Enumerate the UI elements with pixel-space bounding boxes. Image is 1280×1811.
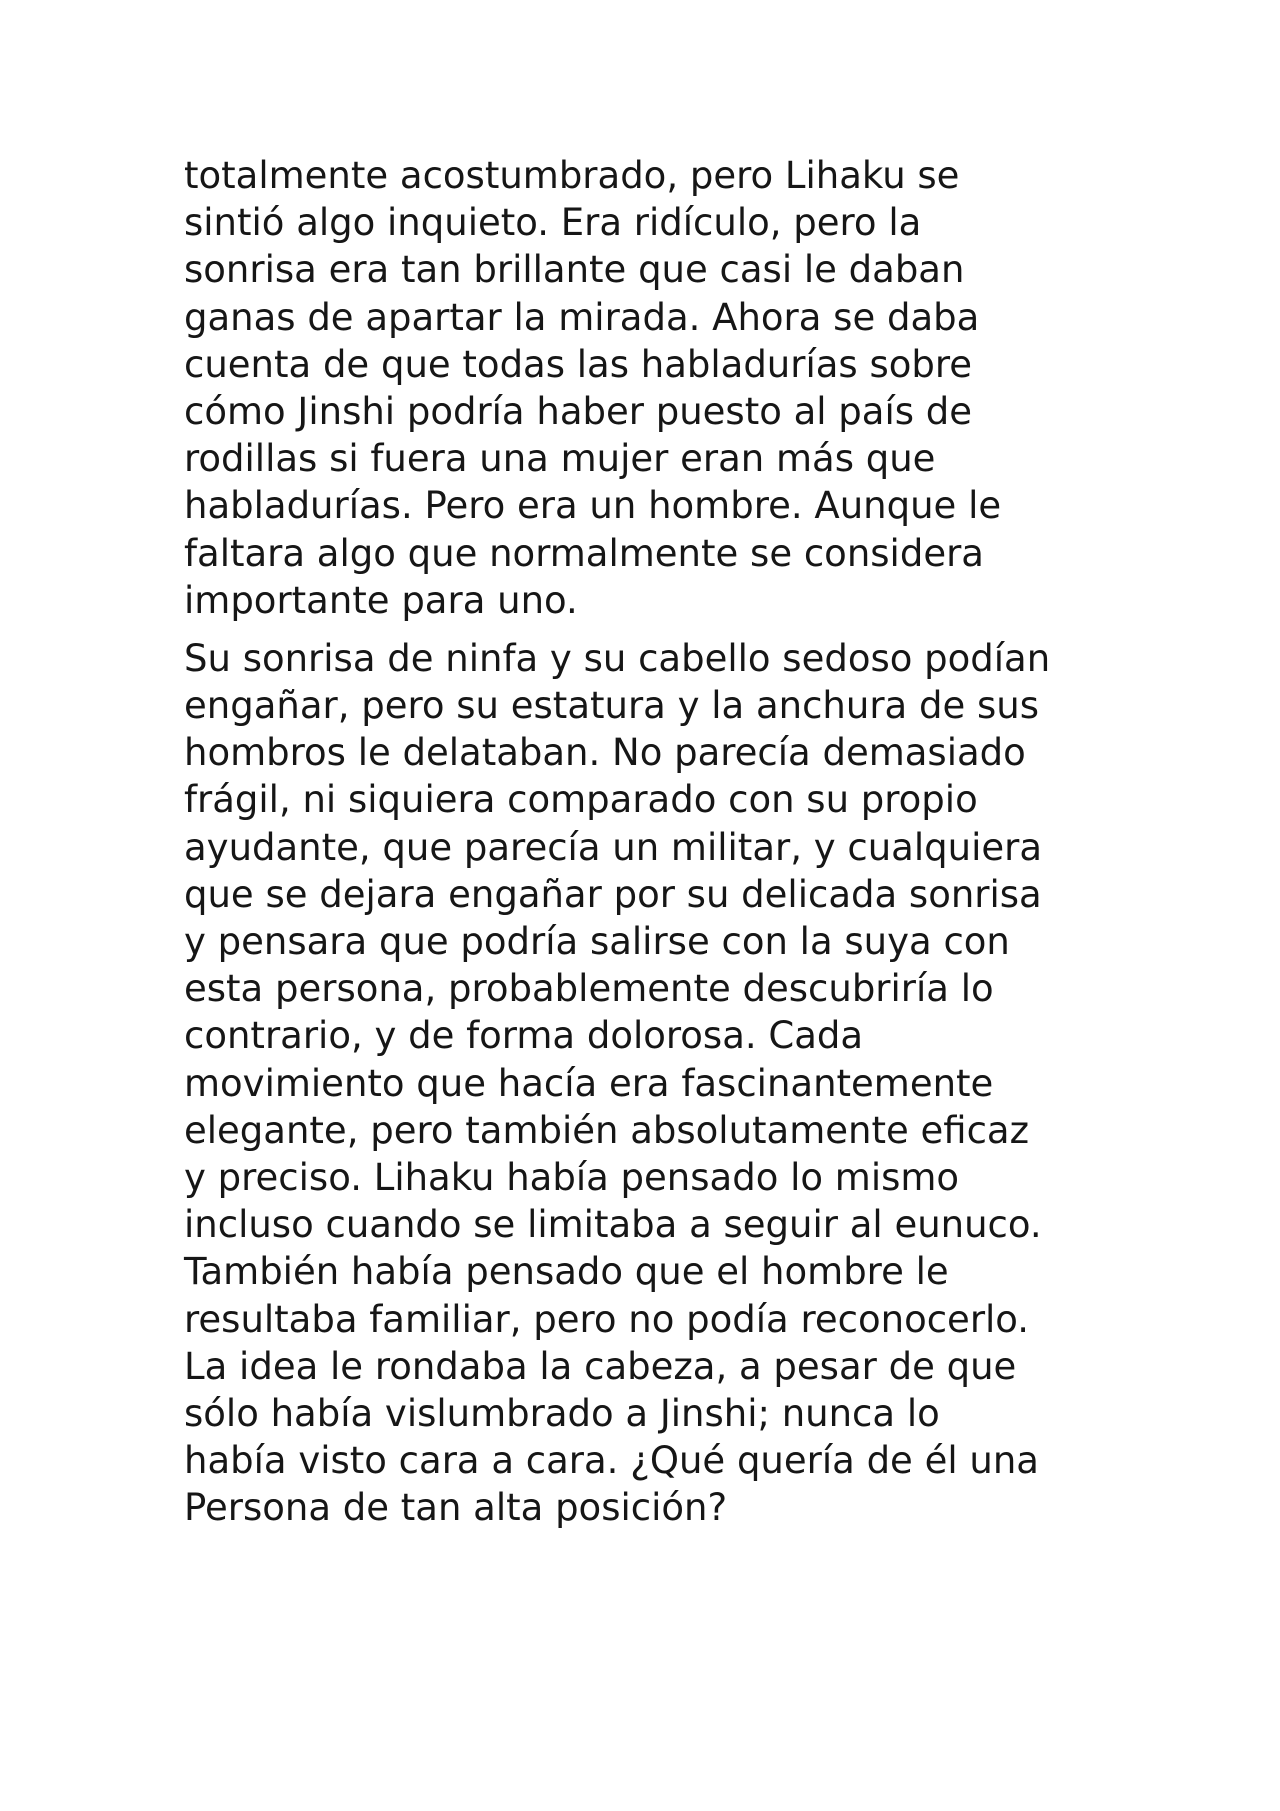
- text-line: rodillas si fuera una mujer eran más que: [184, 437, 936, 481]
- text-line: contrario, y de forma dolorosa. Cada: [184, 1014, 864, 1058]
- text-line: habladurías. Pero era un hombre. Aunque le: [184, 484, 1002, 528]
- text-line: movimiento que hacía era fascinantemente: [184, 1061, 994, 1105]
- text-line: Su sonrisa de ninfa y su cabello sedoso podían: [184, 636, 1051, 680]
- text-line: ganas de apartar la mirada. Ahora se daba: [184, 295, 980, 339]
- text-line: También había pensado que el hombre le: [184, 1250, 949, 1294]
- text-line: resultaba familiar, pero no podía reconocerlo.: [184, 1297, 1030, 1341]
- paragraph-2: [184, 635, 1124, 1532]
- text-line: había visto cara a cara. ¿Qué quería de él una: [184, 1439, 1039, 1483]
- text-line: frágil, ni siquiera comparado con su propio: [184, 778, 978, 822]
- text-line: La idea le rondaba la cabeza, a pesar de que: [184, 1344, 1017, 1388]
- text-line: engañar, pero su estatura y la anchura de sus: [184, 684, 1039, 728]
- text-line: y preciso. Lihaku había pensado lo mismo: [184, 1155, 960, 1199]
- text-line: sonrisa era tan brillante que casi le daban: [184, 248, 965, 292]
- text-line: cómo Jinshi podría haber puesto al país de: [184, 389, 973, 433]
- text-line: totalmente acostumbrado, pero Lihaku se: [184, 154, 960, 197]
- text-line: faltara algo que normalmente se considera: [184, 531, 984, 575]
- text-line: cuenta de que todas las habladurías sobre: [184, 342, 973, 386]
- text-line: esta persona, probablemente descubriría lo: [184, 967, 994, 1011]
- body-text: [184, 152, 1124, 1531]
- text-line: hombros le delataban. No parecía demasiado: [184, 731, 1026, 775]
- text-line: ayudante, que parecía un militar, y cualquiera: [184, 825, 1042, 869]
- text-line: incluso cuando se limitaba a seguir al eunuco.: [184, 1203, 1042, 1247]
- text-line: y pensara que podría salirse con la suya con: [184, 920, 1010, 963]
- text-line: Persona de tan alta posición?: [184, 1486, 728, 1530]
- text-line: sólo había vislumbrado a Jinshi; nunca lo: [184, 1391, 940, 1435]
- text-line: elegante, pero también absolutamente eficaz: [184, 1108, 1030, 1152]
- paragraph-1: [184, 152, 1124, 624]
- text-line: sintió algo inquieto. Era ridículo, pero la: [184, 201, 922, 245]
- text-line: que se dejara engañar por su delicada sonrisa: [184, 872, 1042, 916]
- text-line: importante para uno.: [184, 578, 578, 622]
